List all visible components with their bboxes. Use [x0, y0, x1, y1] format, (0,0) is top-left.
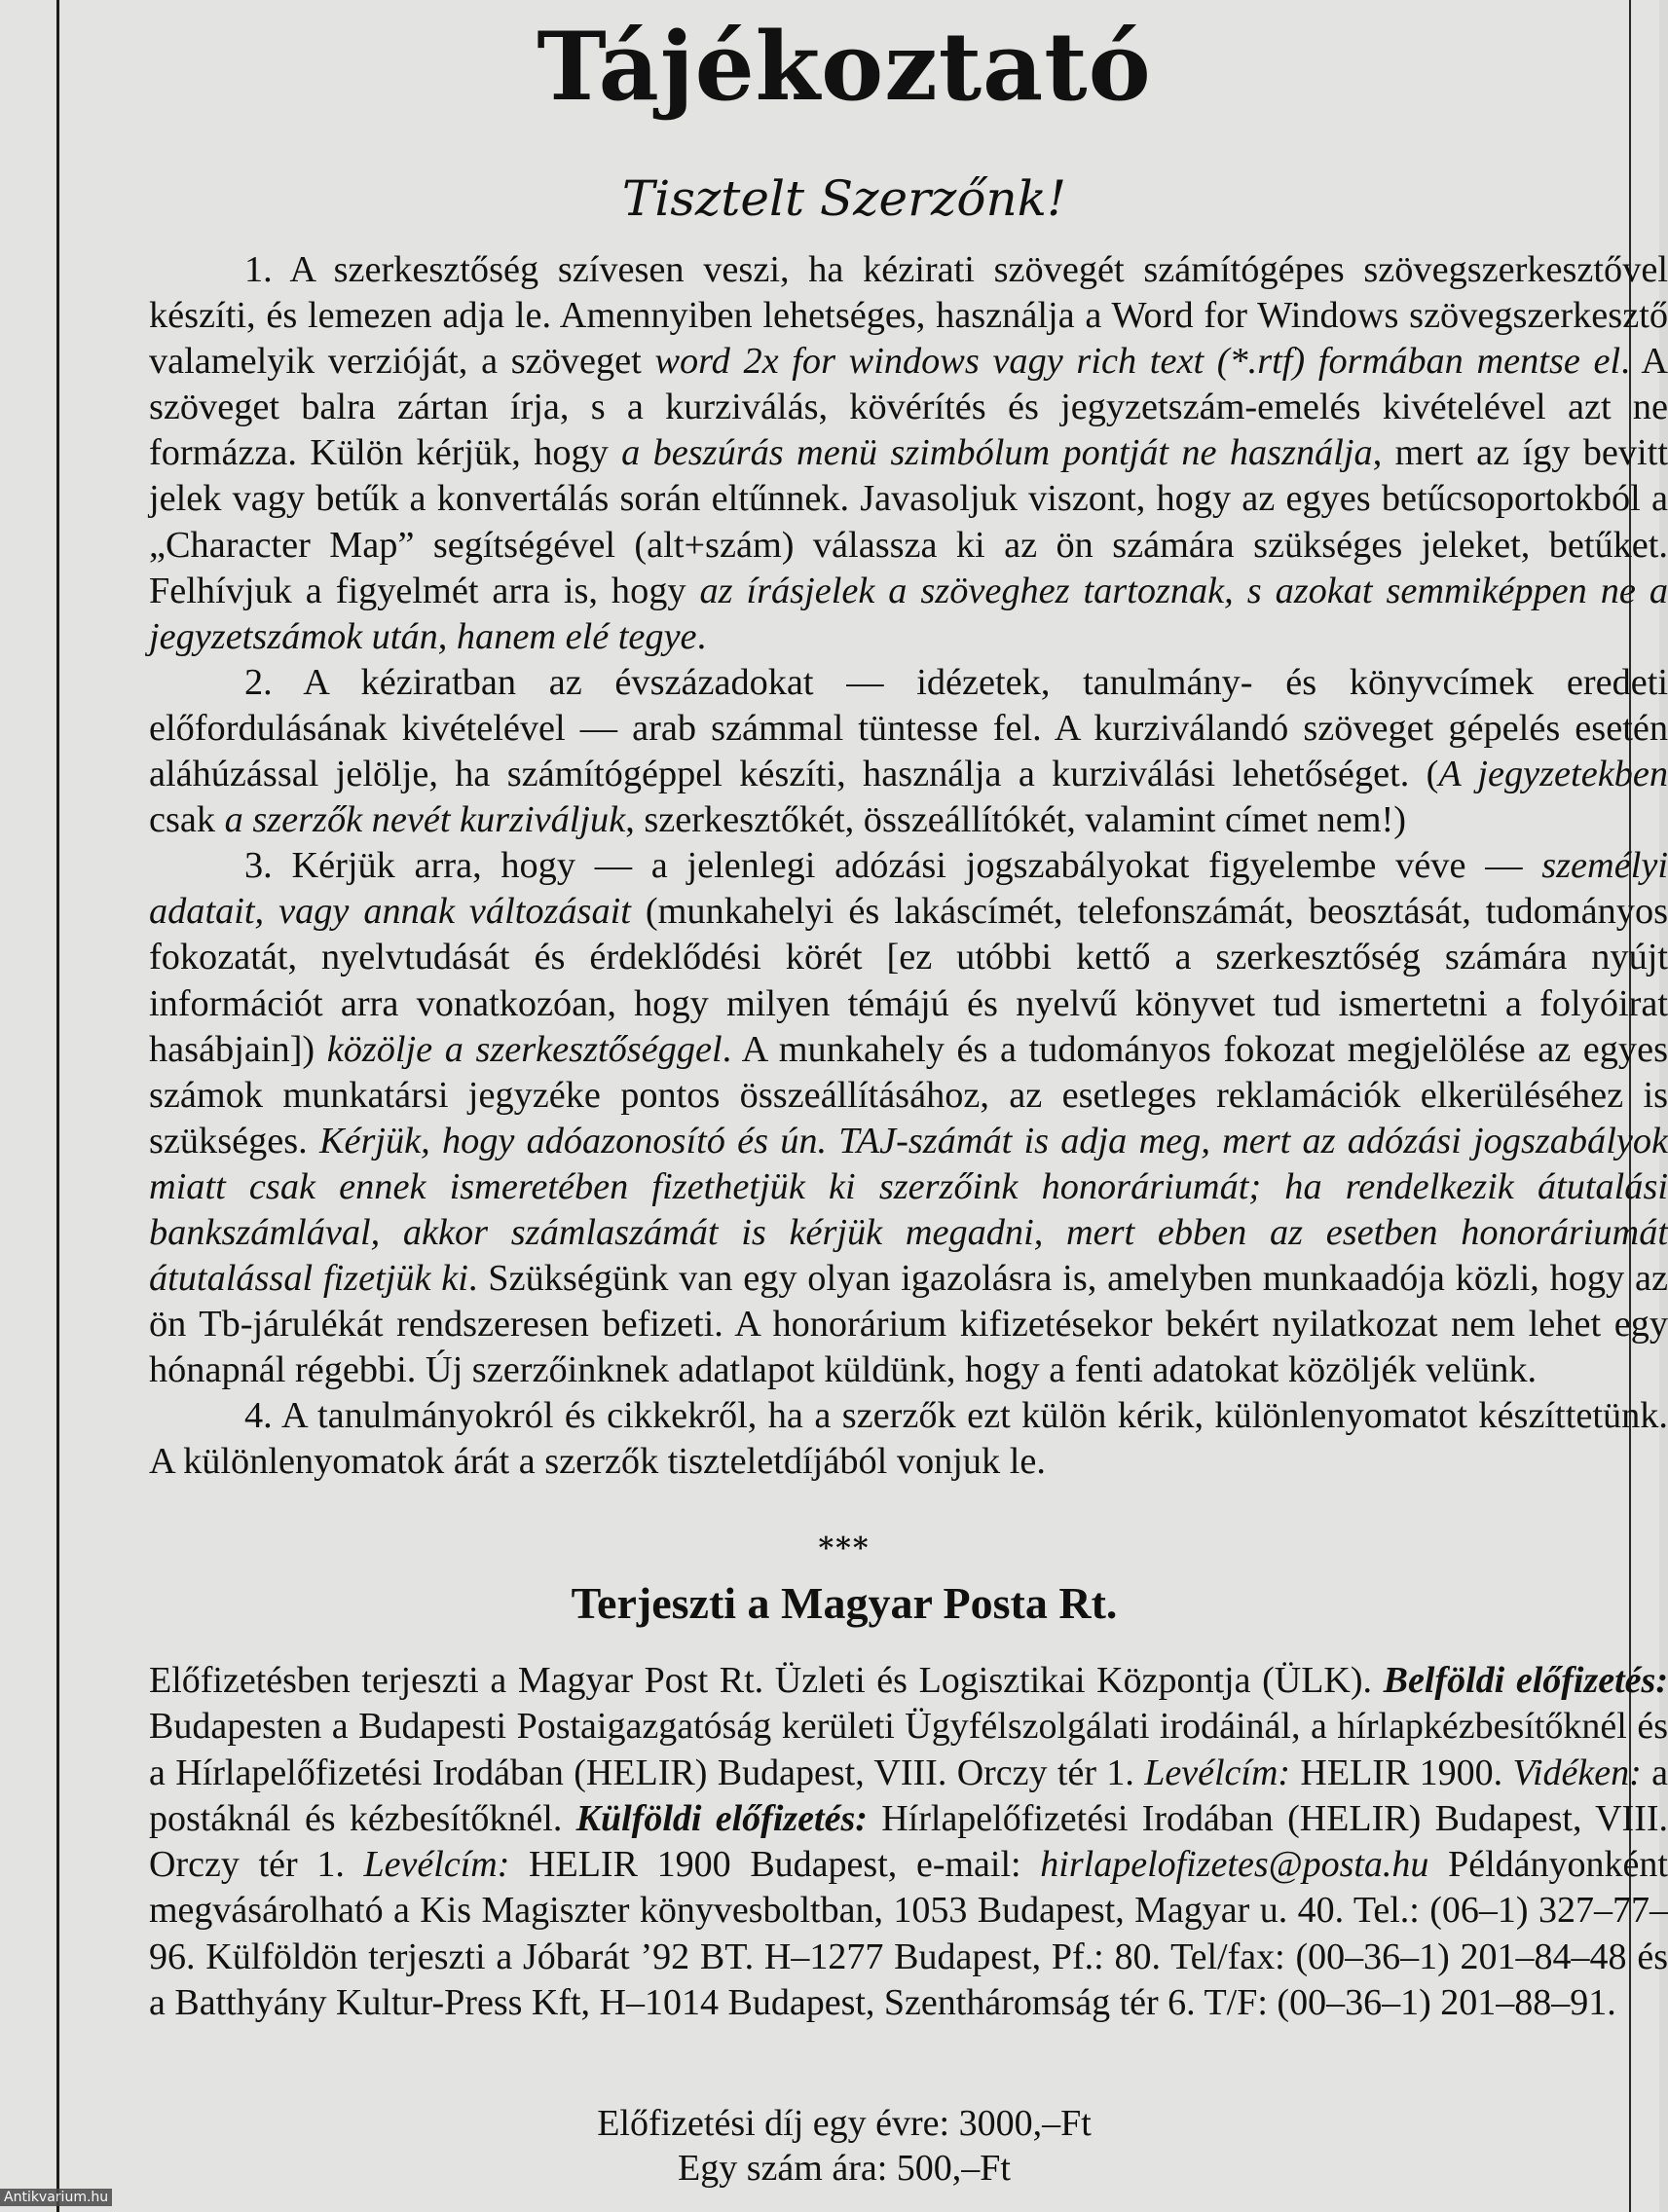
- distribution-body: [149, 1658, 1668, 2026]
- text-run: A jegyzetekben: [1438, 754, 1668, 795]
- text-run: word 2x for windows vagy rich text (*.rtf) formában mentse el: [654, 341, 1621, 383]
- annual-fee: Előfizetési díj egy évre: 3000,–Ft: [597, 2103, 1092, 2144]
- text-run: 2. A kéziratban az évszázadokat — idézetek, tanulmány- és könyvcímek eredeti előfordulásának kivételével — arab számmal tüntesse fel. A kurziválandó szöveget gépelés esetén aláhúzással jelölje, ha számítógéppel készíti, használja a kurziválási lehetőséget. (: [149, 661, 1668, 795]
- salutation: Tisztelt Szerzőnk!: [621, 170, 1067, 227]
- fees: [59, 2101, 1629, 2191]
- instructions-body: [149, 247, 1668, 1486]
- text-run: . Szükségünk van egy olyan igazolásra is, amelyben munkaadója közli, hogy az ön Tb-járulékát rendszeresen befizeti. A honorárium kifizetésekor bekért nyilatkozat nem lehet egy hónapnál régebbi. Új szerzőinknek adatlapot küldünk, hogy a fenti adatokat közöljék velünk.: [149, 1258, 1668, 1391]
- text-run: a szerzők nevét kurziváljuk: [224, 799, 626, 841]
- point-2: [149, 660, 1668, 843]
- text-run: személyi adatait, vagy annak változásait: [149, 845, 1668, 933]
- text-run: 4. A tanulmányokról és cikkekről, ha a szerzők ezt külön kérik, különlenyomatot készíttetünk. A különlenyomatok árát a szerzők tiszteletdíjából vonjuk le.: [149, 1395, 1668, 1483]
- text-run: Levélcím:: [1144, 1751, 1291, 1793]
- text-run: 3. Kérjük arra, hogy — a jelenlegi adózási jogszabályokat figyelembe véve —: [244, 845, 1542, 887]
- point-1: [149, 247, 1668, 660]
- text-run: csak: [149, 799, 225, 841]
- point-4: [149, 1393, 1668, 1485]
- point-3: [149, 843, 1668, 1393]
- text-run: Belföldi előfizetés:: [1383, 1660, 1668, 1701]
- text-run: Hírlapelőfizetési Irodában (HELIR) Budapest, VIII. Orczy tér 1.: [149, 1797, 1668, 1886]
- text-run: Előfizetésben terjeszti a Magyar Post Rt. Üzleti és Logisztikai Központja (ÜLK).: [149, 1660, 1384, 1701]
- page-title: Tájékoztató: [537, 12, 1152, 122]
- text-run: Példányonként megvásárolható a Kis Magiszter könyvesboltban, 1053 Budapest, Magyar u. 40. Tel.: (06–1) 327–77–96. Külföldön terjeszti a Jóbarát ’92 BT. H–1277 Budapest, Pf.: 80. Tel/fax: (00–36–1) 201–84–48 és a Batthyány Kultur-Press Kft, H–1014 Budapest, Szentháromság tér 6. T/F: (00–36–1) 201–88–91.: [149, 1844, 1668, 2024]
- text-run: HELIR 1900.: [1290, 1751, 1513, 1793]
- text-run: Vidéken:: [1512, 1751, 1642, 1793]
- text-run: . A munkahely és a tudományos fokozat megjelölése az egyes számok munkatársi jegyzéke pontos összeállításához, az esetleges reklamációk elkerüléséhez is szükséges.: [149, 1028, 1668, 1161]
- separator: ***: [818, 1531, 871, 1566]
- text-run: a beszúrás menü szimbólum pontját ne használja: [621, 432, 1373, 474]
- text-run: . A szöveget balra zártan írja, s a kurziválás, kövérítés és jegyzetszám-emelés kivételével azt ne formázza. Külön kérjük, hogy: [149, 341, 1668, 474]
- text-run: .: [696, 615, 707, 657]
- distribution-title: Terjeszti a Magyar Posta Rt.: [571, 1578, 1118, 1628]
- text-run: (munkahelyi és lakáscímét, telefonszámát, beosztását, tudományos fokozatát, nyelvtudását és érdeklődési körét [ez utóbbi kettő a szerkesztőség számára nyújt információt arra vonatkozóan, hogy milyen témájú és nyelvű könyvet tud ismertetni a folyóirat hasábjain]): [149, 891, 1668, 1070]
- text-run: HELIR 1900 Budapest, e-mail:: [509, 1844, 1041, 1886]
- text-run: hirlapelofizetes@posta.hu: [1040, 1844, 1429, 1886]
- text-run: Levélcím:: [363, 1844, 510, 1886]
- text-run: Kérjük, hogy adóazonosító és ún. TAJ-számát is adja meg, mert az adózási jogszabályok miatt csak ennek ismeretében fizethetjük ki szerzőink honoráriumát; ha rendelkezik átutalási bankszámlával, akkor számlaszámát is kérjük megadni, mert ebben az esetben honoráriumát átutalással fizetjük ki: [149, 1120, 1668, 1300]
- text-run: , szerkesztőkét, összeállítókét, valamint címet nem!): [625, 799, 1407, 841]
- text-run: a postáknál és kézbesítőknél.: [149, 1751, 1668, 1839]
- page-frame: [56, 0, 1668, 2212]
- text-run: közölje a szerkesztőséggel: [326, 1028, 723, 1070]
- text-run: az írásjelek a szöveghez tartoznak, s azokat semmiképpen ne a jegyzetszámok után, hanem elé tegye: [149, 570, 1668, 657]
- single-issue-price: Egy szám ára: 500,–Ft: [678, 2148, 1011, 2189]
- text-run: 1. A szerkesztőség szívesen veszi, ha kézirati szövegét számítógépes szövegszerkesztővel készíti, és lemezen adja le. Amennyiben lehetséges, használja a Word for Windows szövegszerkesztő valamelyik verzióját, a szöveget: [149, 249, 1668, 383]
- watermark: Antikvarium.hu: [0, 2189, 112, 2206]
- text-run: Külföldi előfizetés:: [575, 1797, 868, 1839]
- text-run: Budapesten a Budapesti Postaigazgatóság kerületi Ügyfélszolgálati irodáinál, a hírlapkézbesítőknél és a Hírlapelőfizetési Irodában (HELIR) Budapest, VIII. Orczy tér 1.: [149, 1706, 1668, 1793]
- distribution-text: [149, 1658, 1668, 2026]
- text-run: , mert az így bevitt jelek vagy betűk a konvertálás során eltűnnek. Javasoljuk viszont, hogy az egyes betűcsoportokból a „Character Map” segítségével (alt+szám) válassza ki az ön számára szükséges jeleket, betűket. Felhívjuk a figyelmét arra is, hogy: [149, 432, 1668, 611]
